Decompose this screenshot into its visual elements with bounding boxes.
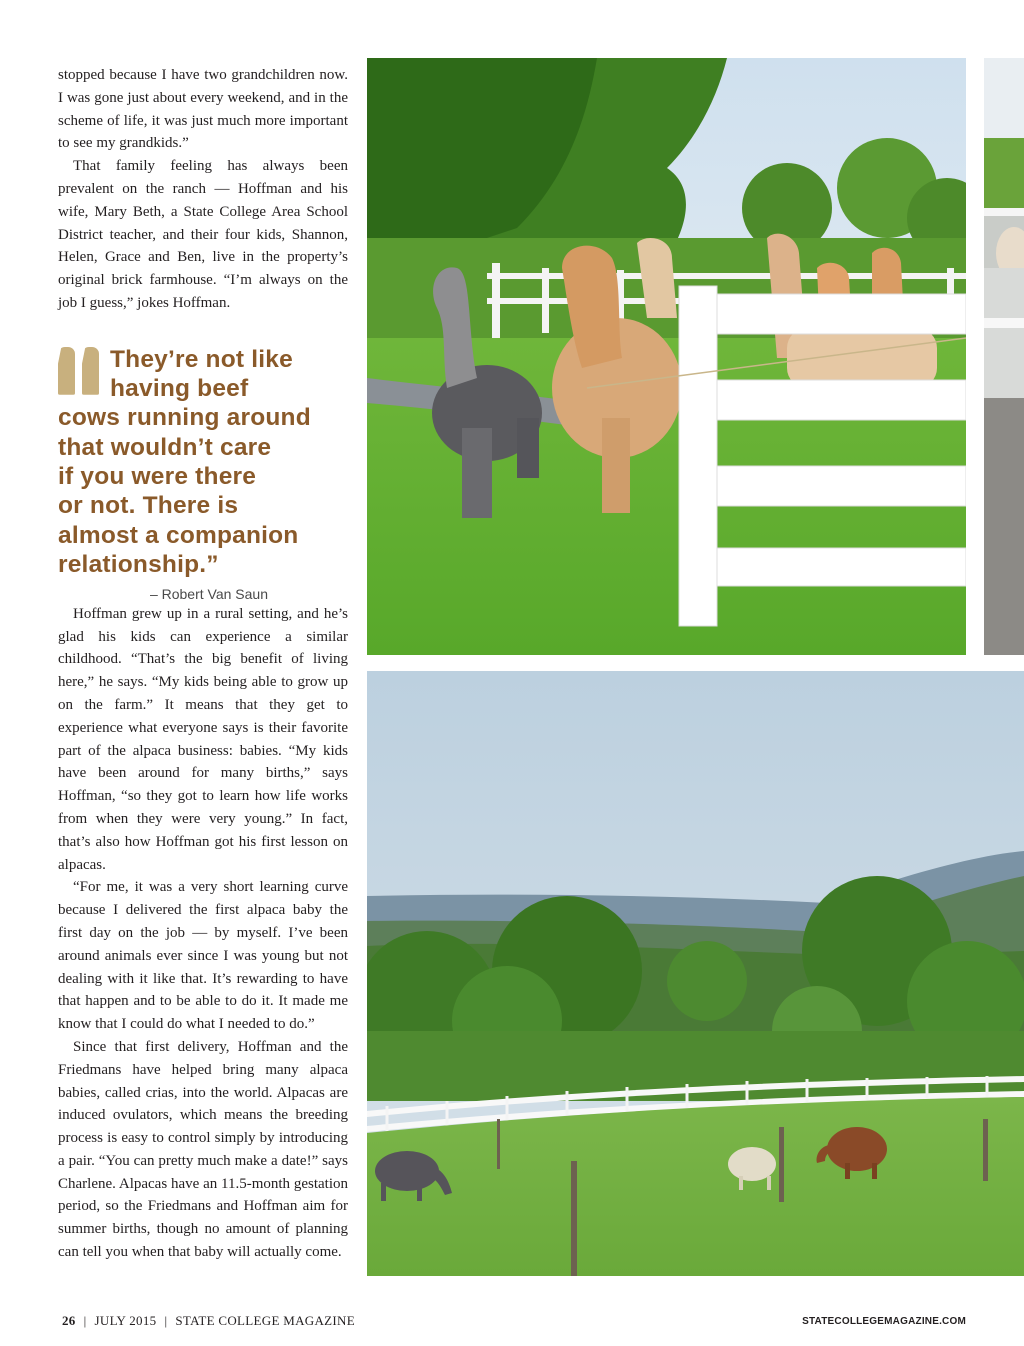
article-paragraph: stopped because I have two grandchildren now. I was gone just about every weekend, and in the scheme of life, it was just much more important to see my grandkids.” — [58, 67, 348, 152]
photo-alpacas-fence — [367, 58, 966, 655]
article-paragraph: “For me, it was a very short learning curve because I delivered the first alpaca baby the first day on the job — by myself. I’ve been around animals ever since I was young but not dealing with it like that. It’s rewarding to have that happen and to be able to do it. It made me know that I could do what I needed to do.” — [58, 879, 348, 1033]
pull-quote-line: that wouldn’t care — [58, 433, 272, 461]
magazine-name: STATE COLLEGE MAGAZINE — [175, 1313, 355, 1328]
article-paragraph: That family feeling has always been prevalent on the ranch — Hoffman and his wife, Mary Beth, a State College Area School District teacher, and their four kids, Shannon, Helen, Grace and Ben, live in the property’s original brick farmhouse. “I’m always on the job I guess,” jokes Hoffman. — [58, 158, 348, 311]
issue-date: JULY 2015 — [94, 1313, 157, 1328]
pull-quote-line: They’re not like — [110, 345, 293, 373]
pull-quote-line: relationship.” — [58, 550, 219, 578]
pull-quote-line: almost a companion — [58, 521, 299, 549]
pull-quote-line: or not. There is — [58, 492, 239, 520]
pull-quote-line: having beef — [110, 375, 249, 403]
footer-divider: | — [83, 1313, 87, 1328]
page-footer-left — [62, 1313, 355, 1329]
pull-quote — [58, 345, 348, 603]
article-paragraph: Since that first delivery, Hoffman and the Friedmans have helped bring many alpaca babies, called crias, into the world. Alpacas are induced ovulators, which means the breeding process is easy to control simply by introducing a pair. “You can pretty much make a date!” says Charlene. Alpacas have an 11.5-month gestation period, so the Friedmans and Hoffman aim for summer births, though no amount of planning can tell you when that baby will actually come. — [58, 1038, 348, 1261]
footer-divider: | — [164, 1313, 168, 1328]
photo-right-strip — [984, 58, 1024, 655]
magazine-website: STATECOLLEGEMAGAZINE.COM — [802, 1316, 966, 1327]
pull-quote-attribution: – Robert Van Saun — [149, 586, 268, 603]
article-column — [58, 64, 348, 1264]
pull-quote-line: cows running around — [58, 404, 311, 432]
quote-mark-icon — [58, 347, 102, 397]
pull-quote-line: if you were there — [58, 462, 257, 490]
page-number: 26 — [62, 1313, 76, 1328]
photo-alpacas-pasture — [367, 671, 1024, 1276]
article-paragraph: Hoffman grew up in a rural setting, and he’s glad his kids can experience a similar childhood. “That’s the big benefit of living here,” he says. “My kids being able to grow up on the farm.” It means that they get to experience what everyone says is their favorite part of the alpaca business: babies. “My kids have been around for many births,” says Hoffman, “so they got to learn how life works from when they were very young.” In fact, that’s also how Hoffman got his first lesson on alpacas. — [58, 605, 348, 873]
